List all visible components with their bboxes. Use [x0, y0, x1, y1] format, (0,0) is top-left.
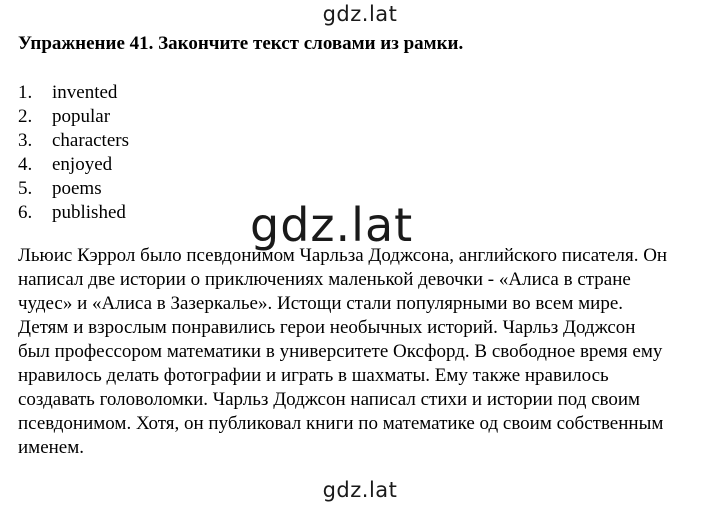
answer-number: 2. — [18, 106, 33, 127]
answer-word: popular — [52, 106, 111, 127]
answer-item — [18, 105, 129, 129]
answer-item — [18, 129, 129, 153]
answer-item — [18, 153, 129, 177]
watermark-center: gdz.lat — [250, 198, 414, 252]
translation-paragraph — [18, 244, 718, 460]
translation-line: псевдонимом. Хотя, он публиковал книги по математике од своим собственным — [18, 413, 664, 434]
translation-line: нравилось делать фотографии и играть в шахматы. Ему также нравилось — [18, 365, 609, 386]
translation-line: именем. — [18, 437, 84, 458]
answer-number: 3. — [18, 130, 33, 151]
exercise-title: Упражнение 41. Закончите текст словами из рамки. — [18, 33, 464, 54]
answer-word: poems — [52, 178, 102, 199]
answer-item — [18, 201, 129, 225]
answer-number: 6. — [18, 202, 33, 223]
translation-line: чудес» и «Алиса в Зазеркалье». Истощи стали популярными во всем мире. — [18, 293, 624, 314]
watermark-top: gdz.lat — [322, 2, 398, 26]
answer-number: 5. — [18, 178, 33, 199]
watermark-bottom: gdz.lat — [322, 478, 398, 502]
answer-word: characters — [52, 130, 129, 151]
answer-word: invented — [52, 82, 118, 103]
translation-line: был профессором математики в университете Оксфорд. В свободное время ему — [18, 341, 663, 362]
translation-line: написал две истории о приключениях маленькой девочки - «Алиса в стране — [18, 269, 631, 290]
translation-line: создавать головоломки. Чарльз Доджсон написал стихи и истории под своим — [18, 389, 641, 410]
translation-line: Льюис Кэррол было псевдонимом Чарльза Доджсона, английского писателя. Он — [18, 245, 668, 266]
translation-line: Детям и взрослым понравились герои необычных историй. Чарльз Доджсон — [18, 317, 636, 338]
answer-word: enjoyed — [52, 154, 113, 175]
answer-list — [18, 81, 129, 225]
answer-item — [18, 81, 129, 105]
answer-number: 4. — [18, 154, 33, 175]
answer-word: published — [52, 202, 126, 223]
answer-item — [18, 177, 129, 201]
answer-number: 1. — [18, 82, 33, 103]
